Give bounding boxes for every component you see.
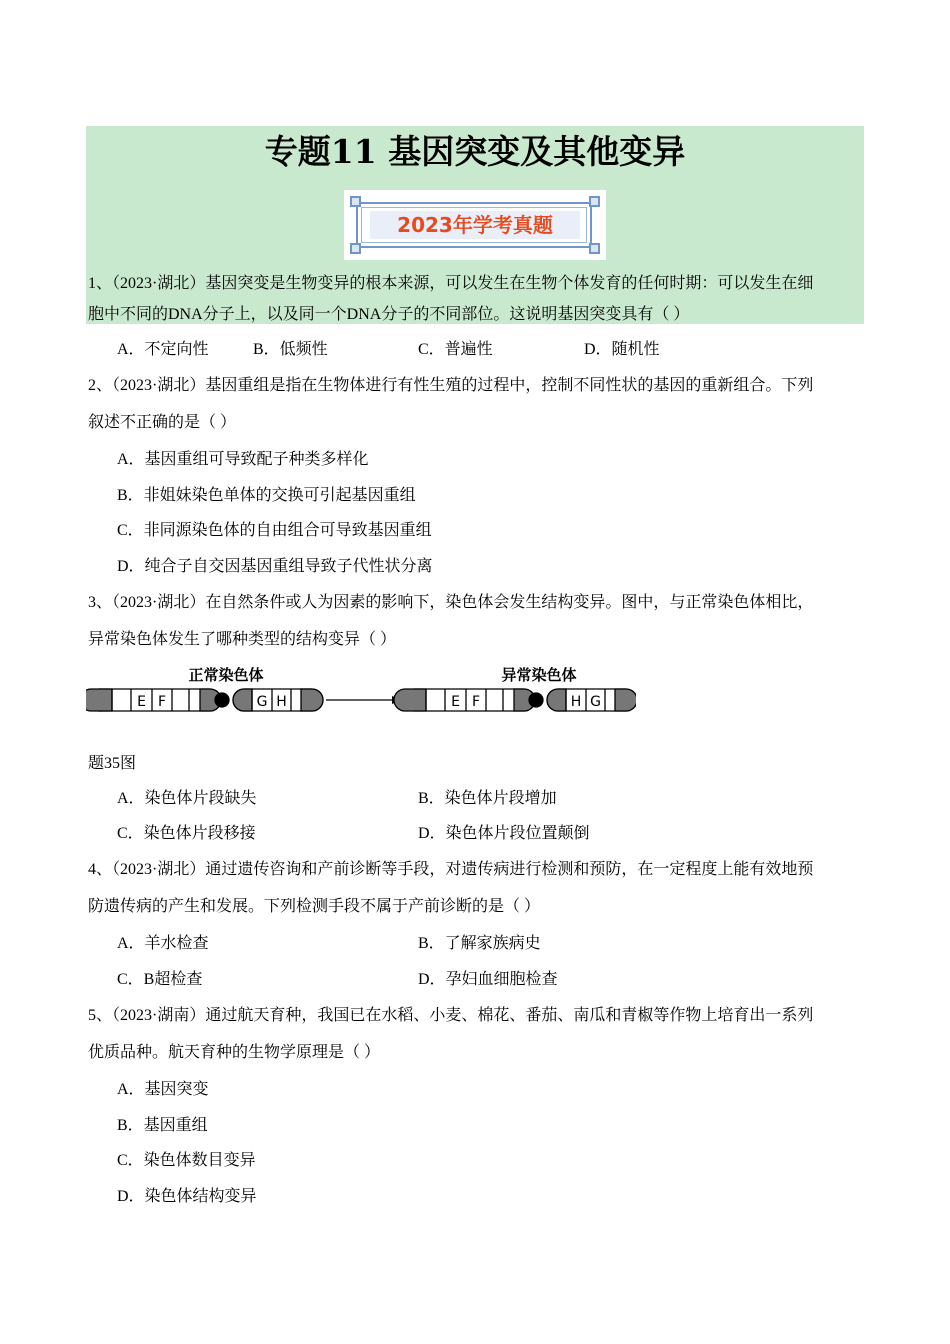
normal-chromosome-label: 正常染色体: [188, 666, 264, 684]
normal-gene-1: E: [137, 694, 146, 710]
q3-option-a[interactable]: A．染色体片段缺失: [117, 790, 257, 807]
abnormal-gene-2: F: [471, 694, 481, 710]
q3-figure-caption: 题35图: [88, 755, 137, 772]
q4-option-d[interactable]: D．孕妇血细胞检查: [418, 971, 558, 988]
abnormal-gene-4: G: [590, 694, 601, 710]
q5-stem-line2: 优质品种。航天育种的生物学原理是（ ）: [88, 1044, 381, 1061]
q2-option-b[interactable]: B．非姐妹染色单体的交换可引起基因重组: [117, 487, 416, 504]
q1-option-b[interactable]: B．低频性: [253, 341, 328, 358]
abnormal-chromosome-label: 异常染色体: [501, 666, 577, 684]
q4-stem-line2: 防遗传病的产生和发展。下列检测手段不属于产前诊断的是（ ）: [88, 898, 541, 915]
normal-chromosome: [86, 689, 323, 711]
q5-option-b[interactable]: B．基因重组: [117, 1117, 208, 1134]
exam-badge: [344, 190, 606, 260]
abnormal-gene-1: E: [451, 694, 460, 710]
q3-option-c[interactable]: C．染色体片段移接: [117, 825, 256, 842]
q2-stem-line1: 2、（2023·湖北）基因重组是指在生物体进行有性生殖的过程中，控制不同性状的基因的重新组合。下列: [88, 377, 814, 394]
normal-gene-2: F: [157, 694, 167, 710]
q2-option-a[interactable]: A．基因重组可导致配子种类多样化: [117, 451, 369, 468]
q1-option-a[interactable]: A．不定向性: [117, 341, 209, 358]
q5-stem-line1: 5、（2023·湖南）通过航天育种，我国已在水稻、小麦、棉花、番茄、南瓜和青椒等作物上培育出一系列: [88, 1007, 814, 1024]
chromosome-figure: [86, 660, 636, 718]
q3-stem-line1: 3、（2023·湖北）在自然条件或人为因素的影响下，染色体会发生结构变异。图中，与正常染色体相比，: [88, 594, 814, 611]
q2-option-d[interactable]: D．纯合子自交因基因重组导致子代性状分离: [117, 558, 433, 575]
badge-label: 2023年学考真题: [397, 213, 553, 237]
q5-option-c[interactable]: C．染色体数目变异: [117, 1152, 256, 1169]
q2-stem-line2: 叙述不正确的是（ ）: [88, 414, 237, 431]
normal-gene-3: G: [256, 694, 268, 710]
q1-option-d[interactable]: D．随机性: [584, 341, 660, 358]
q5-option-d[interactable]: D．染色体结构变异: [117, 1188, 257, 1205]
page-title: 专题11 基因突变及其他变异: [264, 132, 686, 171]
q3-option-d[interactable]: D．染色体片段位置颠倒: [418, 825, 590, 842]
q3-stem-line2: 异常染色体发生了哪种类型的结构变异（ ）: [88, 631, 397, 648]
q4-option-a[interactable]: A．羊水检查: [117, 935, 209, 952]
q4-option-b[interactable]: B．了解家族病史: [418, 935, 541, 952]
q3-option-b[interactable]: B．染色体片段增加: [418, 790, 557, 807]
q1-option-c[interactable]: C．普遍性: [418, 341, 493, 358]
q1-stem-line1: 1、（2023·湖北）基因突变是生物变异的根本来源，可以发生在生物个体发育的任何时期：可以发生在细: [88, 275, 814, 292]
q1-stem-line2: 胞中不同的DNA分子上，以及同一个DNA分子的不同部位。这说明基因突变具有（ ）: [88, 306, 690, 323]
q4-stem-line1: 4、（2023·湖北）通过遗传咨询和产前诊断等手段，对遗传病进行检测和预防，在一定程度上能有效地预: [88, 861, 814, 878]
q4-option-c[interactable]: C．B超检查: [117, 971, 203, 988]
normal-gene-4: H: [276, 694, 287, 710]
q2-option-c[interactable]: C．非同源染色体的自由组合可导致基因重组: [117, 522, 432, 539]
q5-option-a[interactable]: A．基因突变: [117, 1081, 209, 1098]
abnormal-gene-3: H: [570, 694, 582, 710]
